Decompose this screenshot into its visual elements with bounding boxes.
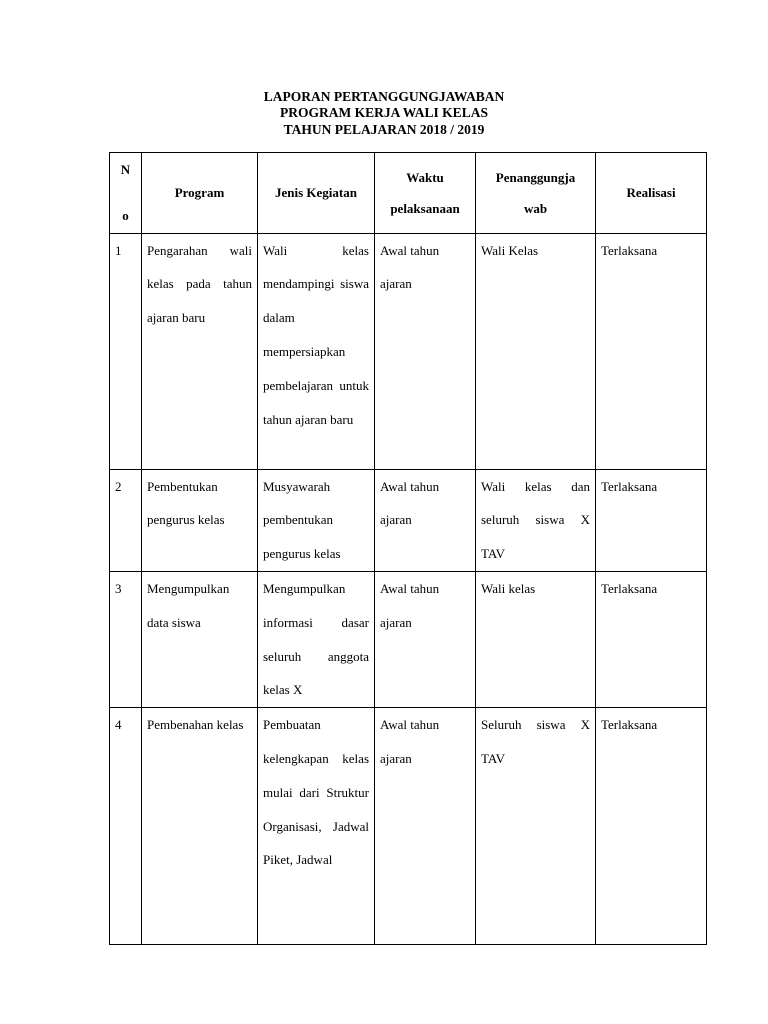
- header-no-line-2: o: [122, 207, 129, 223]
- row-4-no: 4: [110, 708, 142, 945]
- row-1-no: 1: [110, 233, 142, 469]
- row-4-program: Pembenahan kelas: [142, 708, 258, 945]
- row-2-program: Pembentukan pengurus kelas: [142, 469, 258, 571]
- header-waktu: [375, 153, 476, 234]
- header-realisasi: [596, 153, 707, 234]
- row-2-waktu: Awal tahun ajaran: [375, 469, 476, 571]
- row-4-waktu: Awal tahun ajaran: [375, 708, 476, 945]
- row-1-waktu: Awal tahun ajaran: [375, 233, 476, 469]
- header-realisasi-label: Realisasi: [626, 185, 676, 201]
- row-3-no: 3: [110, 571, 142, 707]
- table-row: [110, 571, 707, 707]
- table-row: [110, 708, 707, 945]
- row-1-penanggung-jawab: Wali Kelas: [476, 233, 596, 469]
- table-row: [110, 233, 707, 469]
- report-title-line-1: LAPORAN PERTANGGUNGJAWABAN: [263, 89, 505, 104]
- table-row: [110, 469, 707, 571]
- header-waktu-line-2: pelaksanaan: [390, 200, 460, 216]
- report-table: [109, 152, 707, 945]
- row-2-kegiatan: Musyawarah pembentukan pengurus kelas: [258, 469, 375, 571]
- row-1-program: Pengarahan wali kelas pada tahun ajaran baru: [142, 233, 258, 469]
- row-4-realisasi: Terlaksana: [596, 708, 707, 945]
- row-3-waktu: Awal tahun ajaran: [375, 571, 476, 707]
- row-3-penanggung-jawab: Wali kelas: [476, 571, 596, 707]
- row-2-penanggung-jawab: Wali kelas dan seluruh siswa X TAV: [476, 469, 596, 571]
- row-4-kegiatan: Pembuatan kelengkapan kelas mulai dari Struktur Organisasi, Jadwal Piket, Jadwal: [258, 708, 375, 945]
- report-title-line-2: PROGRAM KERJA WALI KELAS: [280, 105, 488, 120]
- row-4-penanggung-jawab: Seluruh siswa X TAV: [476, 708, 596, 945]
- header-penanggung-jawab: [476, 153, 596, 234]
- row-1-kegiatan: Wali kelas mendampingi siswa dalam mempersiapkan pembelajaran untuk tahun ajaran baru: [258, 233, 375, 469]
- table-header-row: [110, 153, 707, 234]
- report-title-line-3: TAHUN PELAJARAN 2018 / 2019: [283, 122, 485, 137]
- header-waktu-line-1: Waktu: [406, 169, 444, 185]
- header-program-label: Program: [174, 185, 225, 201]
- header-penanggung-line-2: wab: [523, 200, 548, 216]
- header-jenis-kegiatan: [258, 153, 375, 234]
- header-jenis-kegiatan-label: Jenis Kegiatan: [275, 185, 357, 201]
- header-penanggung-line-1: Penanggungja: [495, 169, 576, 185]
- row-1-realisasi: Terlaksana: [596, 233, 707, 469]
- row-2-realisasi: Terlaksana: [596, 469, 707, 571]
- header-program: [142, 153, 258, 234]
- row-2-no: 2: [110, 469, 142, 571]
- row-3-kegiatan: Mengumpulkan informasi dasar seluruh anggota kelas X: [258, 571, 375, 707]
- row-3-program: Mengumpulkan data siswa: [142, 571, 258, 707]
- header-no: [110, 153, 142, 234]
- header-no-line-1: N: [120, 162, 131, 177]
- row-3-realisasi: Terlaksana: [596, 571, 707, 707]
